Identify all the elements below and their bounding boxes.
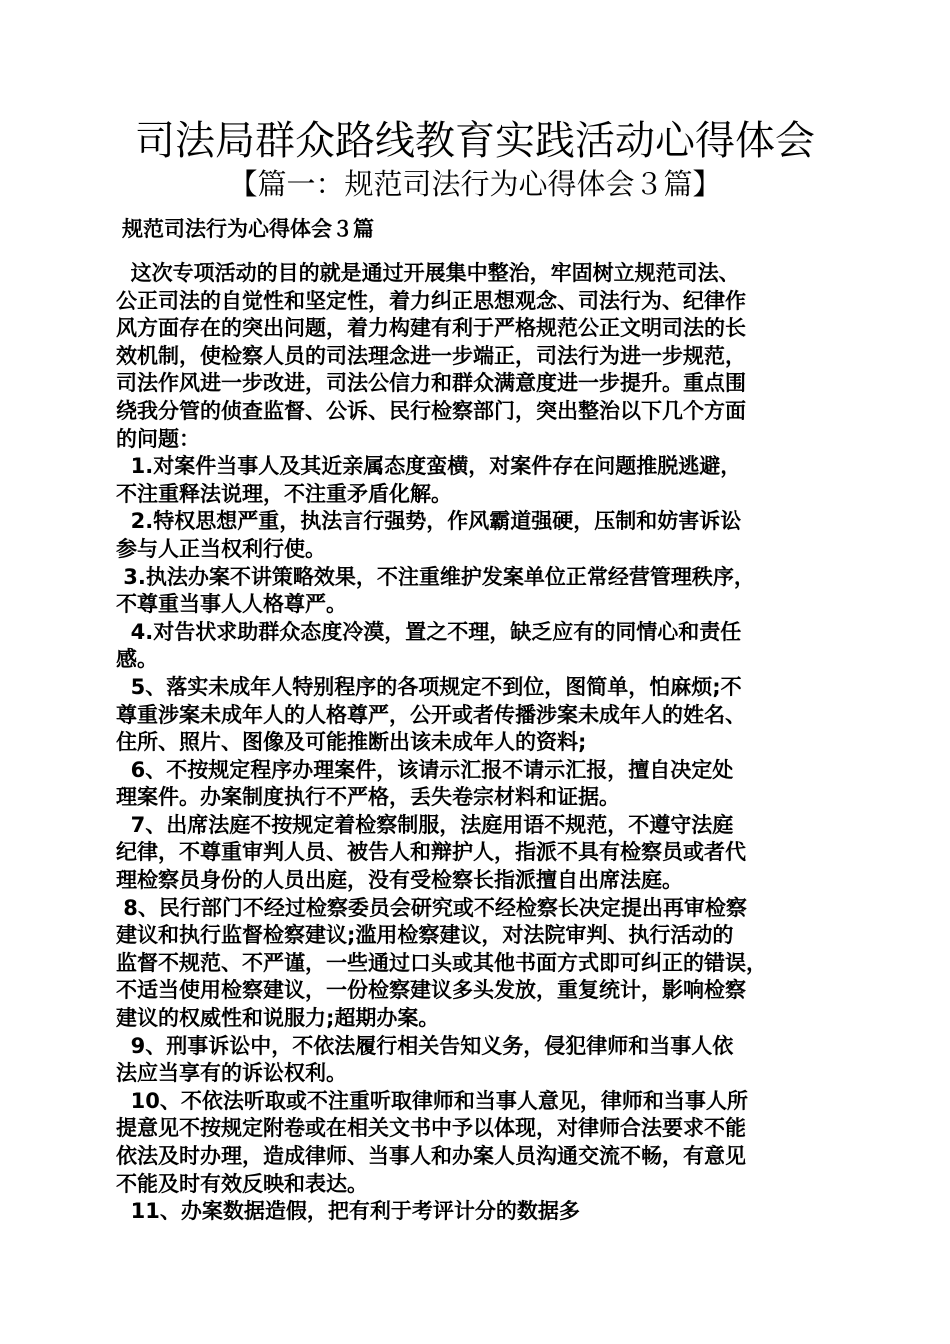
body-line: 效机制，使检察人员的司法理念进一步端正，司法行为进一步规范， xyxy=(116,343,746,368)
body-line: 10、不依法听取或不注重听取律师和当事人意见，律师和当事人所 xyxy=(116,1088,748,1113)
body-line: 2.特权思想严重，执法言行强势，作风霸道强硬，压制和妨害诉讼 xyxy=(116,509,742,534)
body-line: 依法及时办理，造成律师、当事人和办案人员沟通交流不畅，有意见 xyxy=(116,1144,746,1168)
body-line: 7、出席法庭不按规定着检察制服，法庭用语不规范，不遵守法庭 xyxy=(116,812,734,837)
body-line: 这次专项活动的目的就是通过开展集中整治，牢固树立规范司法、 xyxy=(116,261,740,285)
body-line: 建议的权威性和说服力;超期办案。 xyxy=(116,1006,440,1031)
body-line: 司法作风进一步改进，司法公信力和群众满意度进一步提升。重点围 xyxy=(116,371,746,396)
body-line: 法应当享有的诉讼权利。 xyxy=(116,1061,347,1086)
body-line: 不尊重当事人人格尊严。 xyxy=(116,592,347,617)
body-line: 5、落实未成年人特别程序的各项规定不到位，图简单，怕麻烦;不 xyxy=(116,674,742,699)
body-line: 理案件。办案制度执行不严格，丢失卷宗材料和证据。 xyxy=(116,785,620,810)
document-title: 司法局群众路线教育实践活动心得体会 xyxy=(135,118,815,164)
body-line: 6、不按规定程序办理案件，该请示汇报不请示汇报，擅自决定处 xyxy=(116,757,734,782)
body-line: 感。 xyxy=(116,647,158,672)
body-text xyxy=(116,260,846,1226)
body-line: 的问题： xyxy=(116,426,200,451)
body-line: 8、民行部门不经过检察委员会研究或不经检察长决定提出再审检察 xyxy=(116,895,747,920)
body-line: 4.对告状求助群众态度冷漠，置之不理，缺乏应有的同情心和责任 xyxy=(116,619,742,644)
body-line: 监督不规范、不严谨，一些通过口头或其他书面方式即可纠正的错误， xyxy=(116,950,767,975)
document-subtitle: 【篇一：规范司法行为心得体会３篇】 xyxy=(228,167,722,201)
body-line: 不注重释法说理，不注重矛盾化解。 xyxy=(116,481,452,506)
body-line: 住所、照片、图像及可能推断出该未成年人的资料; xyxy=(116,730,587,755)
body-line: 风方面存在的突出问题，着力构建有利于严格规范公正文明司法的长 xyxy=(116,316,746,341)
body-line: 纪律，不尊重审判人员、被告人和辩护人，指派不具有检察员或者代 xyxy=(116,840,746,865)
body-line: 提意见不按规定附卷或在相关文书中予以体现，对律师合法要求不能 xyxy=(116,1116,746,1141)
body-line: 尊重涉案未成年人的人格尊严，公开或者传播涉案未成年人的姓名、 xyxy=(116,702,746,727)
body-line: 理检察员身份的人员出庭，没有受检察长指派擅自出席法庭。 xyxy=(116,868,683,893)
body-line: 11、办案数据造假，把有利于考评计分的数据多 xyxy=(116,1199,580,1224)
body-line: 建议和执行监督检察建议;滥用检察建议，对法院审判、执行活动的 xyxy=(116,923,734,948)
body-line: 绕我分管的侦查监督、公诉、民行检察部门，突出整治以下几个方面 xyxy=(116,398,746,423)
body-line: 公正司法的自觉性和坚定性，着力纠正思想观念、司法行为、纪律作 xyxy=(116,288,746,313)
body-line: 不适当使用检察建议，一份检察建议多头发放，重复统计，影响检察 xyxy=(116,978,746,1003)
body-line: 3.执法办案不讲策略效果，不注重维护发案单位正常经营管理秩序， xyxy=(116,564,755,589)
body-line: 9、刑事诉讼中，不依法履行相关告知义务，侵犯律师和当事人依 xyxy=(116,1033,734,1058)
section-heading: 规范司法行为心得体会３篇 xyxy=(122,217,374,241)
body-line: 参与人正当权利行使。 xyxy=(116,536,326,561)
body-line: 不能及时有效反映和表达。 xyxy=(116,1171,368,1196)
body-line: 1.对案件当事人及其近亲属态度蛮横，对案件存在问题推脱逃避， xyxy=(116,454,742,479)
